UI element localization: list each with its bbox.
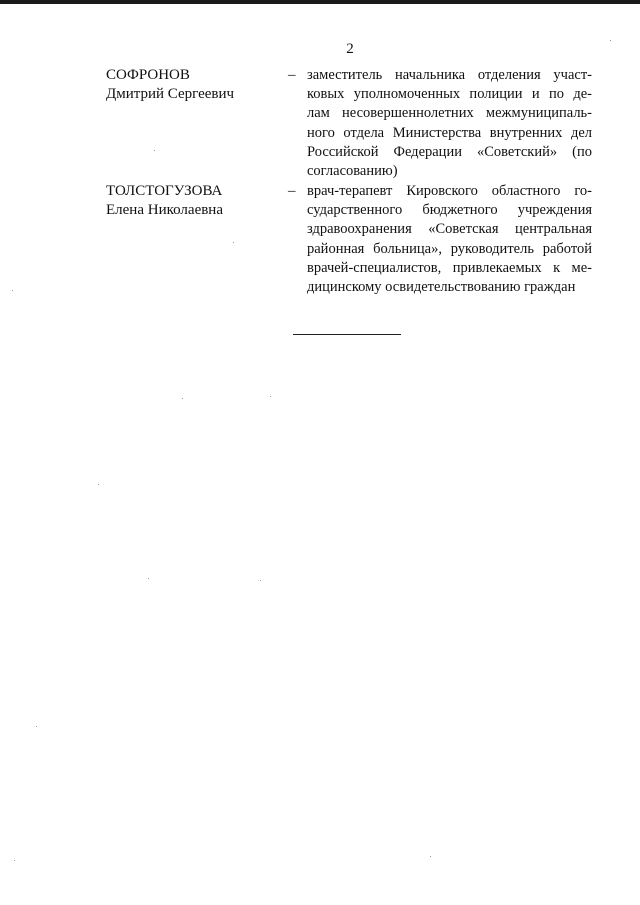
description-line: заместитель начальника отделения участ- — [307, 67, 592, 83]
description-line: врачей-специалистов, привлекаемых к ме- — [307, 259, 592, 276]
page-number: 2 — [346, 41, 354, 57]
member-given-names: Дмитрий Сергеевич — [106, 86, 235, 102]
member-name — [106, 66, 286, 104]
description-line: лам несовершеннолетних межмуниципаль- — [307, 105, 592, 122]
scan-speck — [154, 150, 155, 151]
scan-top-edge — [0, 0, 640, 4]
member-surname: ТОЛСТОГУЗОВА — [106, 183, 223, 199]
closing-rule — [293, 334, 401, 335]
scan-speck — [12, 290, 13, 291]
description-line: ного отдела Министерства внутренних дел — [307, 124, 592, 141]
scan-speck — [233, 242, 234, 243]
description-line: сударственного бюджетного учреждения — [307, 202, 592, 219]
description-line: здравоохранения «Советская центральная — [307, 221, 592, 238]
scan-speck — [260, 580, 261, 581]
description-line: Российской Федерации «Советский» (по — [307, 143, 592, 160]
description-line: дицинскому освидетельствованию граждан — [307, 279, 576, 296]
scan-speck — [430, 856, 431, 857]
scan-speck — [98, 484, 99, 485]
scan-speck — [36, 726, 37, 727]
scan-speck — [14, 860, 15, 861]
member-given-names: Елена Николаевна — [106, 202, 223, 218]
scan-speck — [270, 396, 271, 397]
member-dash: – — [288, 183, 296, 199]
scan-speck — [610, 40, 611, 41]
description-line: врач-терапевт Кировского областного го- — [307, 183, 592, 199]
scan-speck — [182, 398, 183, 399]
member-name — [106, 182, 286, 220]
member-description — [307, 66, 592, 181]
member-description — [307, 182, 592, 297]
description-line: районная больница», руководитель работой — [307, 240, 592, 257]
member-dash: – — [288, 67, 296, 83]
scan-speck — [148, 578, 149, 579]
description-line: согласованию) — [307, 163, 398, 180]
description-line: ковых уполномоченных полиции и по де- — [307, 86, 592, 103]
member-surname: СОФРОНОВ — [106, 67, 190, 83]
